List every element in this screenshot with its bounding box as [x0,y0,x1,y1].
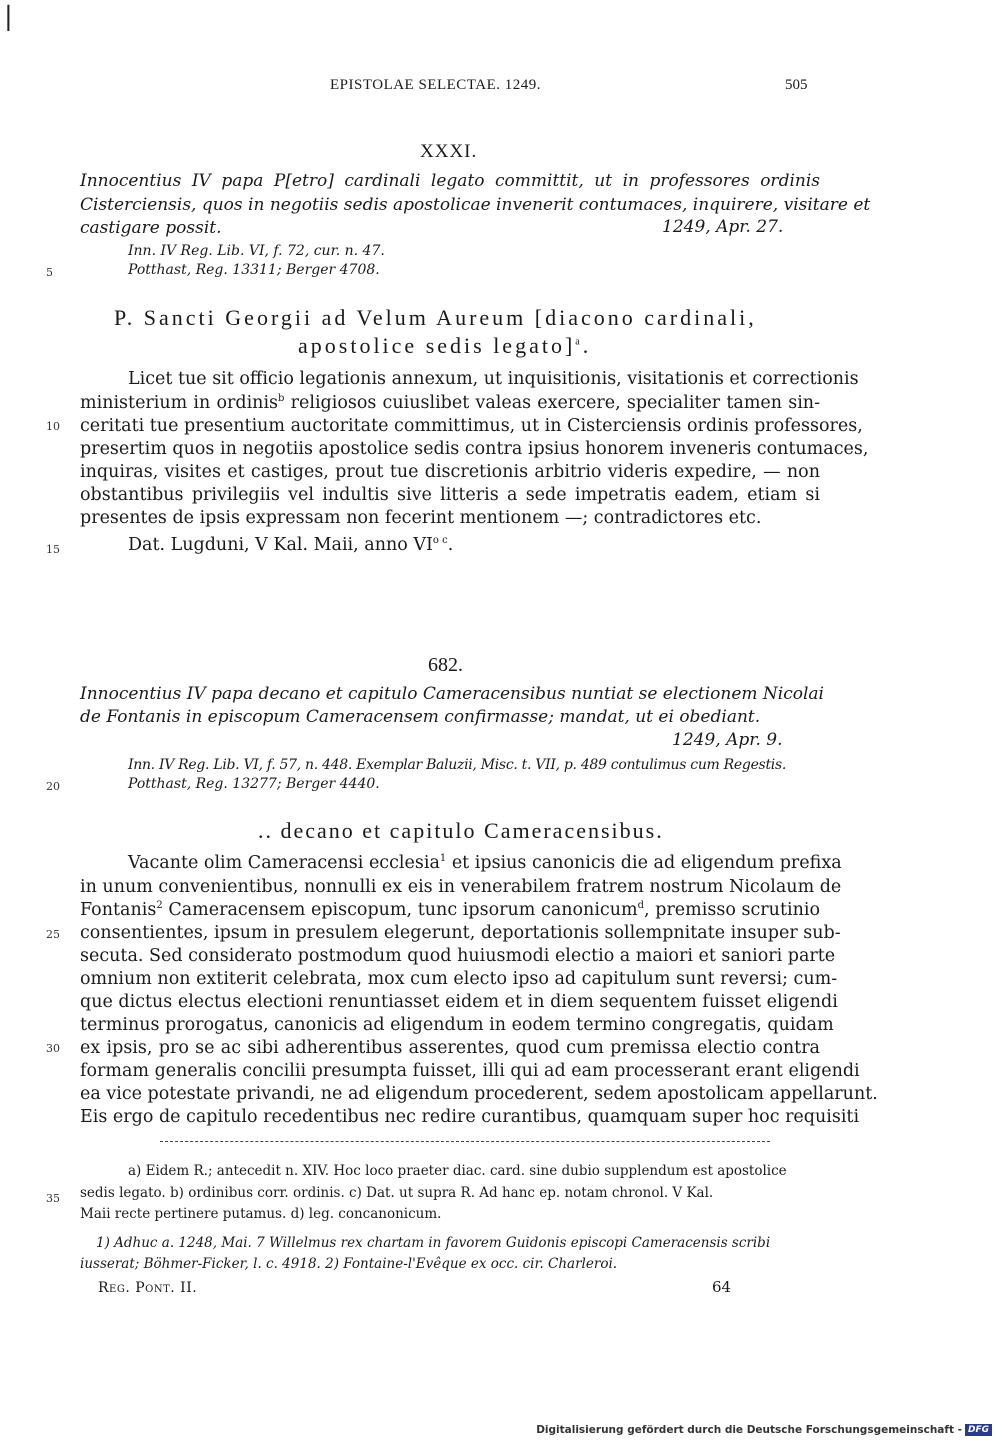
body-line [80,392,820,414]
body-line: terminus prorogatus, canonicis ad eligendum in eodem termino congregatis, quidam [80,1015,834,1035]
body-line: inquiras, visites et castiges, prout tue discretionis arbitrio videris expedire, — non [80,462,820,482]
address-line-text: apostolice sedis legato] [298,333,576,358]
dating-clause [128,535,453,555]
body-line: presertim quos in negotiis apostolice sedis contra ipsius honorem inveneris contumaces, [80,439,869,459]
body-line: in unum convenientibus, nonnulli ex eis in venerabilem fratrem nostrum Nicolaum de [80,877,842,897]
body-line: que dictus electus electioni renuntiasset eidem et in diem sequentem fuisset eligendi [80,992,838,1012]
source-line: Inn. IV Reg. Lib. VI, f. 57, n. 448. Exemplar Baluzii, Misc. t. VII, p. 489 contulimus cum Regestis. [128,757,786,773]
footnote-marker: 1 [439,853,447,865]
source-line: Potthast, Reg. 13311; Berger 4708. [128,262,380,278]
summary-line: castigare possit. [80,218,222,238]
document-date: 1249, Apr. 9. [672,730,783,750]
document-number: 682. [428,654,463,676]
body-line: ea vice potestate privandi, ne ad eligendum procederent, sedem apostolicam appellarunt. [80,1084,878,1104]
sheet-number: 64 [712,1278,732,1296]
critical-note-line: a) Eidem R.; antecedit n. XIV. Hoc loco praeter diac. card. sine dubio supplendum est apostolice [128,1163,787,1179]
body-text: Cameracensem episcopum, tunc ipsorum canonicum [162,900,638,920]
summary-line: Innocentius IV papa decano et capitulo Cameracensibus nuntiat se electionem Nicolai [80,684,824,704]
explanatory-note-line: 1) Adhuc a. 1248, Mai. 7 Willelmus rex chartam in favorem Guidonis episcopi Cameracensis scribi [96,1235,771,1251]
source-line: Inn. IV Reg. Lib. VI, f. 72, cur. n. 47. [128,243,385,259]
body-text: et ipsius canonicis die ad eligendum prefixa [446,853,842,873]
signature-mark: Reg. Pont. II. [98,1280,198,1296]
line-number: 10 [46,420,60,433]
funding-note [536,1424,992,1436]
source-line: Potthast, Reg. 13277; Berger 4440. [128,776,380,792]
body-line: ex ipsis, pro se ac sibi adherentibus asserentes, quod cum premissa electio contra [80,1038,820,1058]
body-line: ceritati tue presentium auctoritate committimus, ut in Cisterciensis ordinis professores, [80,416,863,436]
body-line: secuta. Sed considerato postmodum quod huiusmodi electio a maiori et saniori parte [80,946,836,966]
document-number: XXXI. [420,141,478,162]
body-text: Fontanis [80,900,157,920]
body-line: formam generalis concilii presumpta fuisset, illi qui ad eam processerant erant eligendi [80,1061,860,1081]
running-title: EPISTOLAE SELECTAE. 1249. [330,77,542,93]
margin-mark: | [4,2,13,32]
body-line [128,852,842,874]
line-number: 35 [46,1192,60,1205]
footnote-marker: a [575,336,583,348]
summary-line: Innocentius IV papa P[etro] cardinali legato committit, ut in professores ordinis [80,171,820,191]
line-number: 25 [46,928,60,941]
line-number: 5 [46,266,53,279]
dating-end: . [447,535,454,555]
body-line: obstantibus privilegiis vel indultis sive litteris a sede impetratis eadem, etiam si [80,485,820,505]
body-text: Vacante olim Cameracensi ecclesia [128,853,440,873]
document-date: 1249, Apr. 27. [662,217,784,237]
explanatory-note-line: iusserat; Böhmer-Ficker, l. c. 4918. 2) Fontaine-l'Evêque ex occ. cir. Charleroi. [80,1256,618,1272]
body-line: omnium non extiterit celebrata, mox cum electo ipso ad capitulum sunt reversi; cum- [80,969,838,989]
footnote-marker: d [637,900,644,912]
funding-note-text: Digitalisierung gefördert durch die Deutsche Forschungsgemeinschaft - [536,1424,962,1436]
body-text: religiosos cuiuslibet valeas exercere, specialiter tamen sin- [290,393,820,413]
dating-text: Dat. Lugduni, V Kal. Maii, anno VI [128,535,433,555]
line-number: 15 [46,543,60,556]
critical-note-line: Maii recte pertinere putamus. d) leg. concanonicum. [80,1206,442,1222]
body-line: Eis ergo de capitulo recedentibus nec redire curantibus, quamquam super hoc requisiti [80,1107,860,1127]
body-line: presentes de ipsis expressam non fecerint mentionem —; contradictores etc. [80,508,762,528]
line-number: 20 [46,780,60,793]
address-line: P. Sancti Georgii ad Velum Aureum [diacono cardinali, [114,305,757,330]
summary-line: de Fontanis in episcopum Cameracensem confirmasse; mandat, ut ei obediant. [80,707,761,727]
footnote-marker: b [278,393,285,405]
body-text: ministerium in ordinis [80,393,279,413]
footnote-divider [160,1141,770,1142]
body-line [80,899,820,921]
footnote-marker: 2 [156,900,163,912]
footnote-marker: o c [432,535,448,547]
body-line: consentientes, ipsum in presulem elegerunt, deportationis sollempnitate insuper sub- [80,923,841,943]
address-line: .. decano et capitulo Cameracensibus. [258,818,664,843]
address-line: apostolice sedis legato]$^a$. [298,333,592,358]
dfg-logo: DFG [965,1424,992,1436]
body-line: Licet tue sit officio legationis annexum, ut inquisitionis, visitationis et correctionis [128,369,859,389]
line-number: 30 [46,1042,60,1055]
summary-line: Cisterciensis, quos in negotiis sedis apostolicae invenerit contumaces, inquirere, visitare et [80,195,871,215]
critical-note-line: sedis legato. b) ordinibus corr. ordinis. c) Dat. ut supra R. Ad hanc ep. notam chronol. V Kal. [80,1185,714,1201]
body-text: , premisso scrutinio [644,900,820,920]
page-number: 505 [785,77,808,93]
